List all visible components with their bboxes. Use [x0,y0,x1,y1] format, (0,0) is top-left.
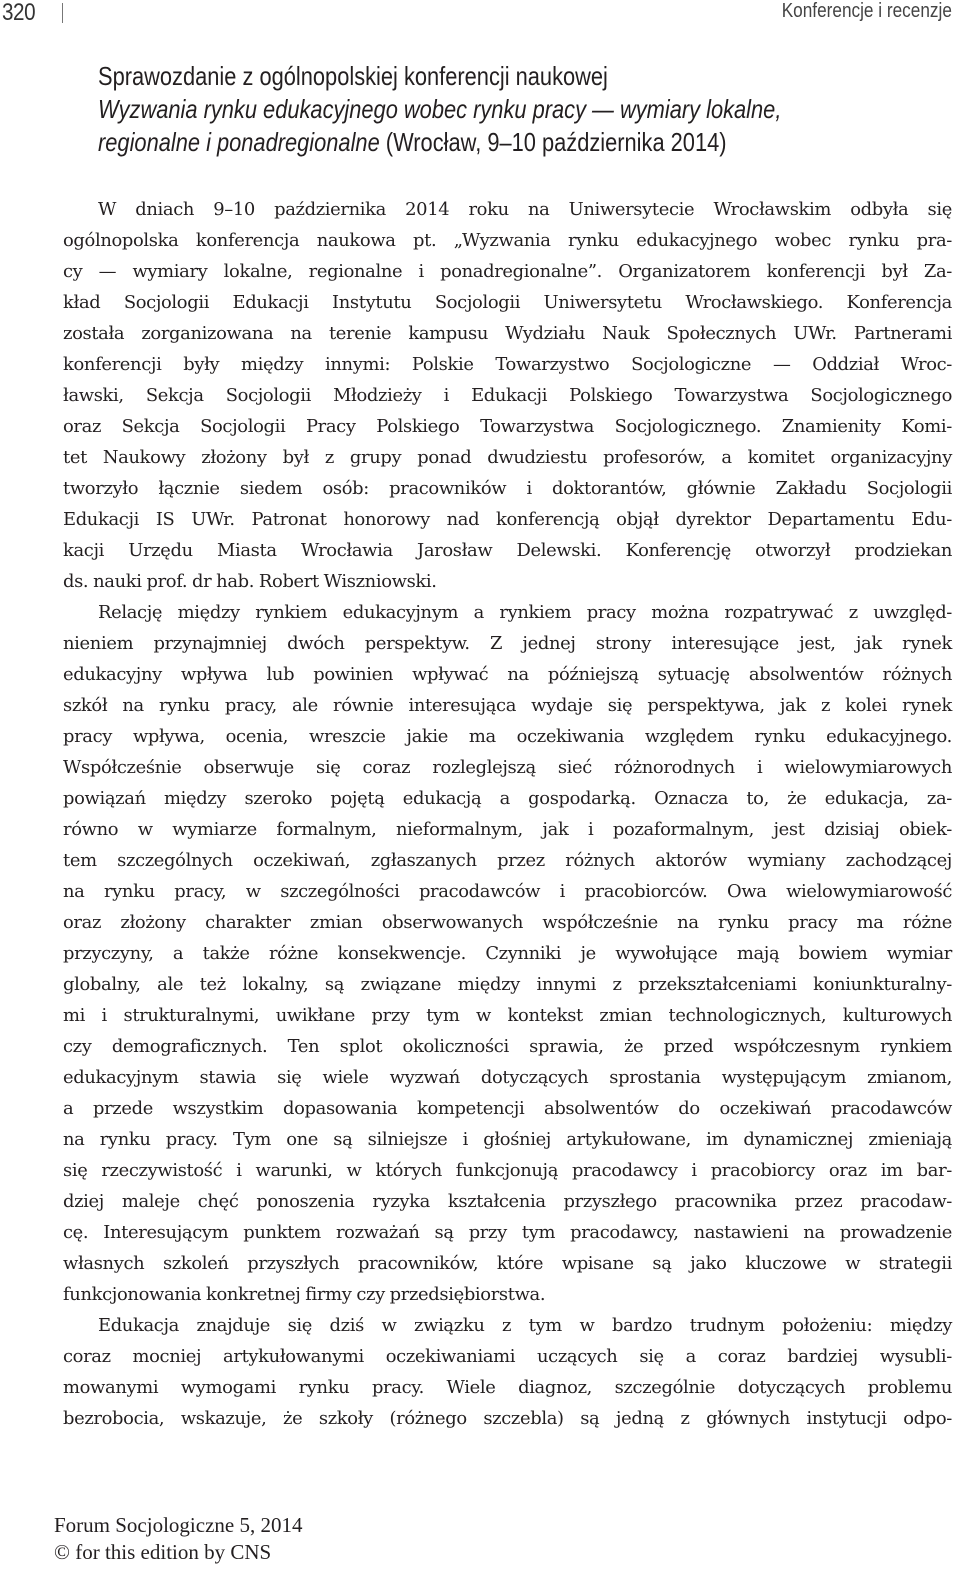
body-line: nieniem przynajmniej dwóch perspektyw. Z jednej strony interesujące jest, jak rynek [63,633,952,654]
report-title [98,60,946,159]
body-line: edukacyjny wpływa lub powinien wpływać na późniejszą sytuację absolwentów różnych [63,664,952,685]
page-number: 320 [2,0,36,26]
header-divider [62,3,63,23]
body-line: Relację między rynkiem edukacyjnym a rynkiem pracy można rozpatrywać z uwzględ- [98,602,952,623]
body-line: konferencji były między innymi: Polskie Towarzystwo Socjologiczne — Oddział Wroc- [63,354,952,375]
body-line: mi i strukturalnymi, uwikłane przy tym w kontekst zmian technologicznych, kulturowych [63,1005,952,1026]
page-header [0,0,960,30]
body-line: cę. Interesującym punktem rozważań są przy tym pracodawcy, nastawieni na prowadzenie [63,1222,952,1243]
page-footer [54,1512,302,1566]
body-line: ławski, Sekcja Socjologii Młodzieży i Edukacji Polskiego Towarzystwa Socjologicznego [63,385,952,406]
body-line: a przede wszystkim dopasowania kompetencji absolwentów do oczekiwań pracodawców [63,1098,952,1119]
body-line: mowanymi wymogami rynku pracy. Wiele diagnoz, szczególnie dotyczących problemu [63,1377,952,1398]
body-line: równo w wymiarze formalnym, nieformalnym, jak i pozaformalnym, jest dzisiaj obiek- [63,819,952,840]
title-line-1: Sprawozdanie z ogólnopolskiej konferencji naukowej [98,61,608,91]
body-line: na rynku pracy, w szczególności pracodawców i pracobiorców. Owa wielowymiarowość [63,881,952,902]
body-line: funkcjonowania konkretnej firmy czy przedsiębiorstwa. [63,1284,546,1305]
title-line-3 [98,126,946,159]
body-line: oraz Sekcja Socjologii Pracy Polskiego Towarzystwa Socjologicznego. Znamienity Komi- [63,416,952,437]
journal-citation: Forum Socjologiczne 5, 2014 [54,1513,303,1537]
body-line: cy — wymiary lokalne, regionalne i ponadregionalne”. Organizatorem konferencji był Za- [63,261,952,282]
body-line: ogólnopolska konferencja naukowa pt. „Wyzwania rynku edukacyjnego wobec rynku pra- [63,230,952,251]
body-line: tworzyło łącznie siedem osób: pracowników i doktorantów, głównie Zakładu Socjologii [63,478,952,499]
body-line: pracy wpływa, ocenia, wreszcie jakie ma oczekiwania względem rynku edukacyjnego. [63,726,952,747]
body-line: edukacyjnym stawia się wiele wyzwań dotyczących sprostania występującym zmianom, [63,1067,952,1088]
title-line-3-italic: regionalne i ponadregionalne [98,127,380,157]
body-line: na rynku pracy. Tym one są silniejsze i głośniej artykułowane, im dynamicznej zmieniają [63,1129,952,1150]
body-line: Edukacji IS UWr. Patronat honorowy nad konferencją objął dyrektor Departamentu Edu- [63,509,952,530]
body-line: coraz mocniej artykułowanymi oczekiwaniami uczących się a coraz bardziej wysubli- [63,1346,952,1367]
body-line: przyczyny, a także różne konsekwencje. Czynniki je wywołujące mają bowiem wymiar [63,943,952,964]
body-line: ds. nauki prof. dr hab. Robert Wiszniowski. [63,571,437,592]
article-body [63,194,952,1434]
running-head: Konferencje i recenzje [781,0,952,22]
body-line: dziej maleje chęć ponoszenia ryzyka kształcenia przyszłego pracownika przez pracodaw- [63,1191,952,1212]
body-line: globalny, ale też lokalny, są związane między innymi z przekształceniami koniunkturalny- [63,974,952,995]
title-line-3-rest: (Wrocław, 9–10 października 2014) [379,127,727,157]
body-line: Edukacja znajduje się dziś w związku z tym w bardzo trudnym położeniu: między [98,1315,952,1336]
body-line: własnych szkoleń przyszłych pracowników, które wpisane są jako kluczowe w strategii [63,1253,952,1274]
body-line: Współcześnie obserwuje się coraz rozleglejszą sieć różnorodnych i wielowymiarowych [63,757,952,778]
body-line: bezrobocia, wskazuje, że szkoły (różnego szczebla) są jedną z głównych instytucji odpo- [63,1408,952,1429]
body-line: tet Naukowy złożony był z grupy ponad dwudziestu profesorów, a komitet organizacyjny [63,447,952,468]
body-line: tem szczególnych oczekiwań, zgłaszanych przez różnych aktorów wymiany zachodzącej [63,850,952,871]
body-line: powiązań między szeroko pojętą edukacją a gospodarką. Oznacza to, że edukacja, za- [63,788,952,809]
body-line: kład Socjologii Edukacji Instytutu Socjologii Uniwersytetu Wrocławskiego. Konferencja [63,292,952,313]
body-line: kacji Urzędu Miasta Wrocławia Jarosław Delewski. Konferencję otworzył prodziekan [63,540,952,561]
body-line: oraz złożony charakter zmian obserwowanych współcześnie na rynku pracy ma różne [63,912,952,933]
body-line: W dniach 9–10 października 2014 roku na Uniwersytecie Wrocławskim odbyła się [98,199,952,220]
body-line: szkół na rynku pracy, ale równie interesująca wydaje się perspektywa, jak z kolei rynek [63,695,952,716]
copyright-notice: © for this edition by CNS [54,1540,272,1564]
body-line: czy demograficznych. Ten splot okoliczności sprawia, że przed współczesnym rynkiem [63,1036,952,1057]
title-line-2: Wyzwania rynku edukacyjnego wobec rynku pracy — wymiary lokalne, [98,94,782,124]
body-line: została zorganizowana na terenie kampusu Wydziału Nauk Społecznych UWr. Partnerami [63,323,952,344]
body-line: się rzeczywistość i warunki, w których funkcjonują pracodawcy i pracobiorcy oraz im bar- [63,1160,952,1181]
